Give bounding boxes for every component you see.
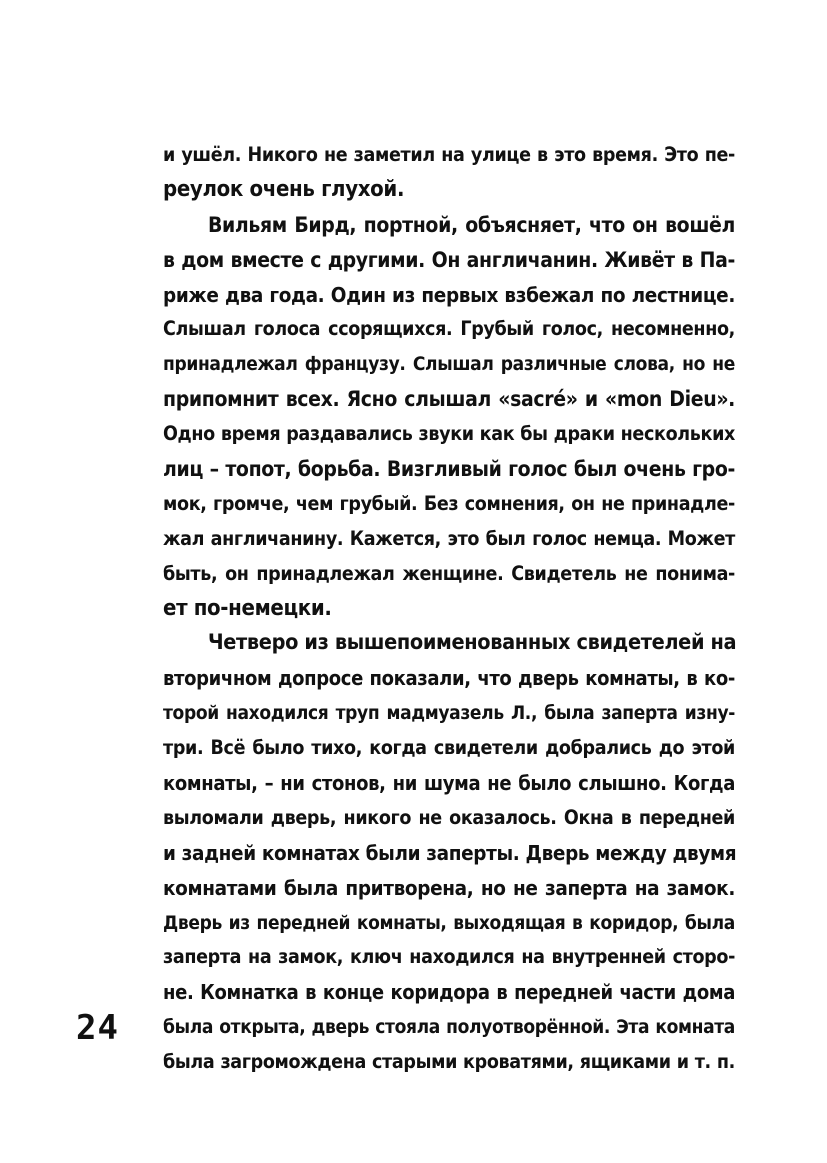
text-line: комнатами была притворена, но не заперта на замок. [163, 875, 735, 900]
text-line: выломали дверь, никого не оказалось. Окна в передней [163, 805, 735, 829]
text-line: была загромождена старыми кроватями, ящиками и т. п. [163, 1050, 735, 1074]
text-line: Слышал голоса ссорящихся. Грубый голос, несомненно, [163, 317, 735, 341]
text-line: была открыта, дверь стояла полуотворённой. Эта комната [163, 1016, 735, 1039]
text-line: заперта на замок, ключ находился на внутренней сторо- [163, 945, 735, 969]
text-line: три. Всё было тихо, когда свидетели добрались до этой [163, 736, 735, 760]
text-line: Вильям Бирд, портной, объясняет, что он вошёл [208, 212, 735, 237]
text-line: вторичном допросе показали, что дверь комнаты, в ко- [163, 666, 735, 691]
text-line: Четверо из вышепоименованных свидетелей на [208, 630, 737, 656]
text-line: Дверь из передней комнаты, выходящая в коридор, была [163, 911, 735, 934]
text-line: комнаты, – ни стонов, ни шума не было слышно. Когда [163, 771, 735, 796]
text-line: быть, он принадлежал женщине. Свидетель не понима- [163, 561, 735, 585]
text-line: ет по-немецки. [163, 595, 332, 621]
text-line: припомнит всех. Ясно слышал «sacré» и «mon Dieu». [163, 387, 735, 412]
text-line: риже два года. Один из первых взбежал по лестнице. [163, 282, 735, 307]
text-line: мок, громче, чем грубый. Без сомнения, он не принадле- [163, 491, 735, 515]
text-line: жал англичанину. Кажется, это был голос немца. Может [163, 526, 735, 550]
text-line: в дом вместе с другими. Он англичанин. Живёт в Па- [163, 247, 735, 272]
text-line: Одно время раздавались звуки как бы драки нескольких [163, 422, 735, 446]
text-line: не. Комнатка в конце коридора в передней части дома [163, 980, 735, 1005]
text-line: лиц – топот, борьба. Визгливый голос был очень гро- [163, 457, 735, 482]
text-line: и ушёл. Никого не заметил на улице в это время. Это пе- [163, 143, 735, 166]
text-line: и задней комнатах были заперты. Дверь между двумя [163, 840, 737, 865]
body-text [163, 138, 735, 1080]
text-line: торой находился труп мадмуазель Л., была заперта изну- [163, 702, 735, 725]
text-line: принадлежал французу. Слышал различные слова, но не [163, 353, 735, 376]
text-line: реулок очень глухой. [163, 176, 405, 202]
page-number: 24 [76, 1008, 119, 1048]
